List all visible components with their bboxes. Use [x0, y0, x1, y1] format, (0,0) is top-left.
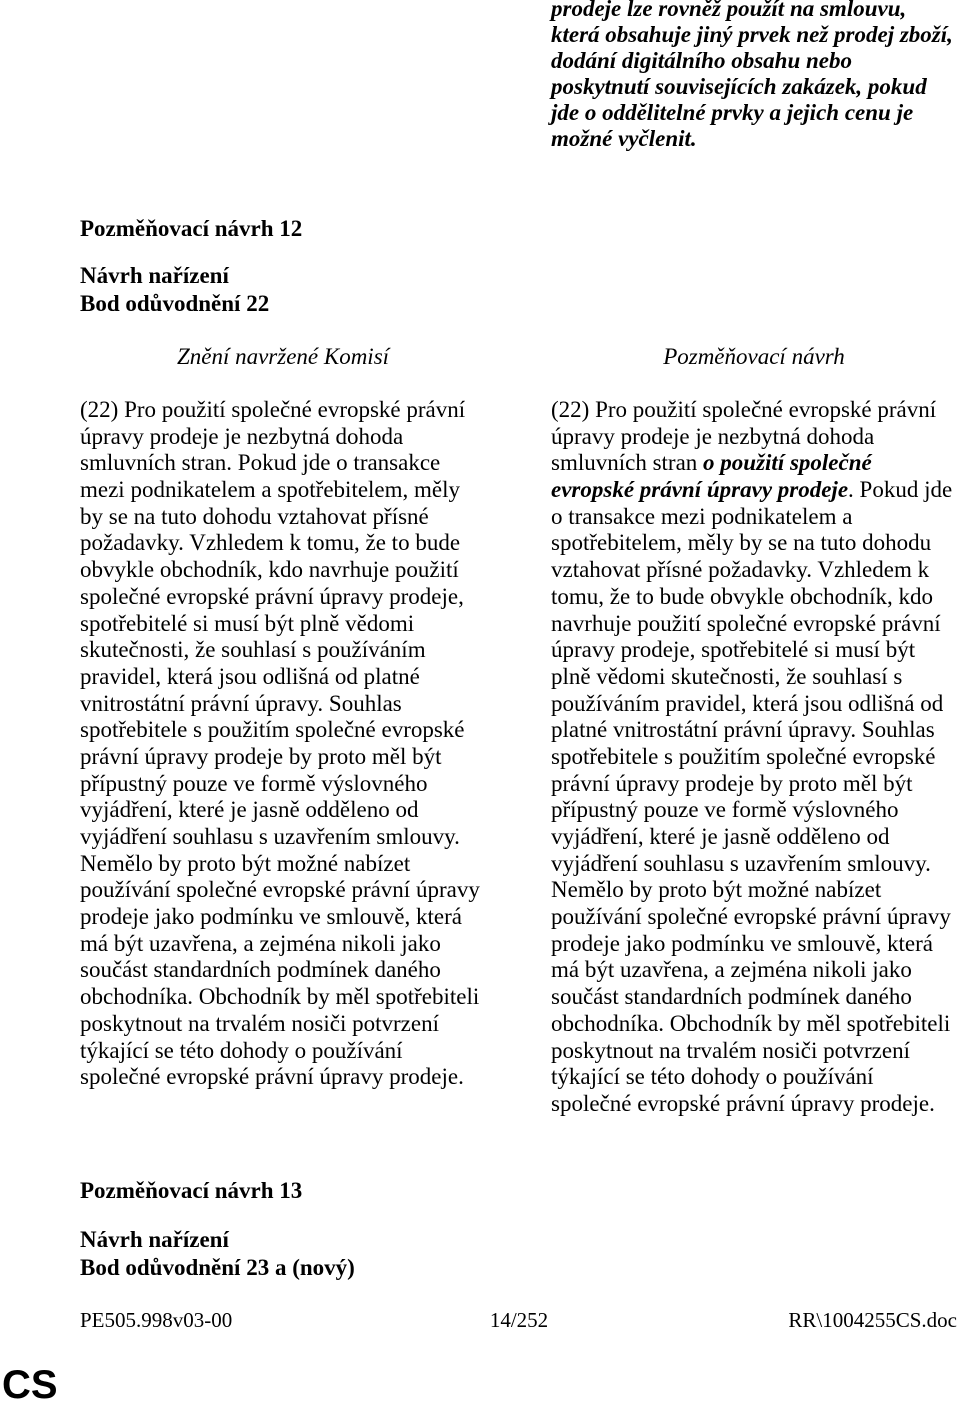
amended-text-line: součást standardních podmínek daného — [551, 984, 912, 1010]
commission-text-line: úpravy prodeje je nezbytná dohoda — [80, 423, 404, 449]
amended-text-line: úpravy prodeje, spotřebitelé si musí být — [551, 637, 916, 663]
amendment-act: Návrh nařízení — [80, 263, 229, 288]
amended-text-line: navrhuje použití společné evropské právní — [551, 610, 941, 636]
amendment-reference: Bod odůvodnění 22 — [80, 291, 270, 316]
commission-text-line: mezi podnikatelem a spotřebitelem, měly — [80, 477, 461, 503]
continuation-text-line: jde o oddělitelné prvky a jejich cenu je — [551, 100, 914, 125]
commission-text-line: týkající se této dohody o používání — [80, 1037, 403, 1063]
amended-text-line: prodeje jako podmínku ve smlouvě, která — [551, 930, 933, 956]
commission-text-line: poskytnout na trvalém nosiči potvrzení — [80, 1010, 439, 1036]
amended-text-line: přípustný pouze ve formě výslovného — [551, 797, 899, 823]
continuation-text-line: poskytnutí souvisejících zakázek, pokud — [551, 74, 927, 99]
commission-text-line: obvykle obchodník, kdo navrhuje použití — [80, 557, 459, 583]
amended-text-line: používáním pravidel, která jsou odlišná od — [551, 690, 944, 716]
amended-text-line: plně vědomi skutečnosti, že souhlasí s — [551, 663, 903, 689]
commission-text-line: používání společné evropské právní úpravy — [80, 877, 480, 903]
continuation-text-line: dodání digitálního obsahu nebo — [551, 48, 852, 73]
amended-text-line: společné evropské právní úpravy prodeje. — [551, 1090, 935, 1116]
amended-text-line: vyjádření, které je jasně odděleno od — [551, 824, 890, 849]
amended-text-line: platné vnitrostátní právní úpravy. Souhlas — [551, 717, 935, 743]
continuation-text-line: která obsahuje jiný prvek než prodej zboží, — [551, 22, 953, 47]
commission-text-line: přípustný pouze ve formě výslovného — [80, 770, 428, 796]
commission-text-line: vyjádření, které je jasně odděleno od — [80, 797, 419, 823]
commission-text-line: společné evropské právní úpravy prodeje. — [80, 1064, 464, 1090]
commission-text-line: požadavky. Vzhledem k tomu, že to bude — [80, 530, 461, 556]
commission-text-line: společné evropské právní úpravy prodeje, — [80, 583, 464, 609]
commission-text-line: pravidel, která jsou odlišná od platné — [80, 663, 420, 689]
commission-text-line: Nemělo by proto být možné nabízet — [80, 850, 411, 876]
amended-text-column — [551, 397, 952, 1118]
amendment-reference: Bod odůvodnění 23 a (nový) — [80, 1255, 355, 1280]
language-code: CS — [2, 1363, 58, 1402]
commission-text-column — [80, 397, 480, 1091]
continuation-text-line: prodeje lze rovněž použít na smlouvu, — [551, 0, 907, 21]
amendment-text-header: Pozměňovací návrh — [663, 344, 845, 369]
amended-change-text: evropské právní úpravy prodeje — [551, 477, 849, 503]
previous-amendment-continuation — [551, 0, 953, 152]
footer-document-reference: PE505.998v03-00 — [80, 1308, 233, 1332]
amended-text-line: o transakce mezi podnikatelem a — [551, 503, 853, 529]
commission-text-line: právní úpravy prodeje by proto měl být — [80, 743, 442, 769]
amended-text-line: používání společné evropské právní úpravy — [551, 904, 951, 930]
amended-text-line: tomu, že to bude obvykle obchodník, kdo — [551, 583, 933, 609]
commission-text-line: spotřebitele s použitím společné evropské — [80, 717, 465, 743]
amended-text-line: (22) Pro použití společné evropské právní — [551, 397, 937, 422]
amendment-act: Návrh nařízení — [80, 1227, 229, 1252]
footer-file-name: RR\1004255CS.doc — [788, 1308, 957, 1332]
commission-text-header: Znění navržené Komisí — [176, 344, 390, 369]
amended-text-line: Nemělo by proto být možné nabízet — [551, 877, 882, 903]
commission-text-line: vyjádření souhlasu s uzavřením smlouvy. — [80, 824, 460, 849]
commission-text-line: prodeje jako podmínku ve smlouvě, která — [80, 904, 462, 930]
commission-text-line: (22) Pro použití společné evropské právní — [80, 397, 466, 422]
amendment-title: Pozměňovací návrh 12 — [80, 216, 303, 241]
amended-text-line: spotřebitelem, měly by se na tuto dohodu — [551, 530, 932, 556]
commission-text-line: spotřebitelé si musí být plně vědomi — [80, 610, 415, 636]
amended-text-line: poskytnout na trvalém nosiči potvrzení — [551, 1037, 910, 1063]
amended-text-line: vztahovat přísné požadavky. Vzhledem k — [551, 557, 930, 583]
commission-text-line: obchodníka. Obchodník by měl spotřebiteli — [80, 984, 480, 1010]
amended-text-line: obchodníka. Obchodník by měl spotřebiteli — [551, 1010, 951, 1036]
amended-text-line: spotřebitele s použitím společné evropské — [551, 743, 936, 769]
commission-text-line: smluvních stran. Pokud jde o transakce — [80, 450, 441, 476]
amended-text-line — [551, 477, 952, 504]
commission-text-line: vnitrostátní právní úpravy. Souhlas — [80, 690, 402, 716]
commission-text-line: součást standardních podmínek daného — [80, 957, 441, 983]
amended-text-line: má být uzavřena, a zejména nikoli jako — [551, 957, 912, 983]
continuation-text-line: možné vyčlenit. — [551, 126, 697, 151]
amended-text-line — [551, 450, 952, 477]
commission-text-line: má být uzavřena, a zejména nikoli jako — [80, 930, 441, 956]
amended-text-line: právní úpravy prodeje by proto měl být — [551, 770, 913, 796]
text-segment: smluvních stran — [551, 450, 704, 476]
commission-text-line: by se na tuto dohodu vztahovat přísné — [80, 503, 429, 529]
text-segment: . Pokud jde — [848, 477, 953, 503]
amended-text-line: vyjádření souhlasu s uzavřením smlouvy. — [551, 850, 931, 876]
footer-page-number: 14/252 — [489, 1308, 549, 1332]
amended-text-line: týkající se této dohody o používání — [551, 1064, 874, 1090]
amended-change-text: o použití společné — [703, 450, 872, 476]
amended-text-line: úpravy prodeje je nezbytná dohoda — [551, 423, 875, 449]
amendment-title: Pozměňovací návrh 13 — [80, 1178, 303, 1203]
commission-text-line: skutečnosti, že souhlasí s používáním — [80, 637, 426, 663]
